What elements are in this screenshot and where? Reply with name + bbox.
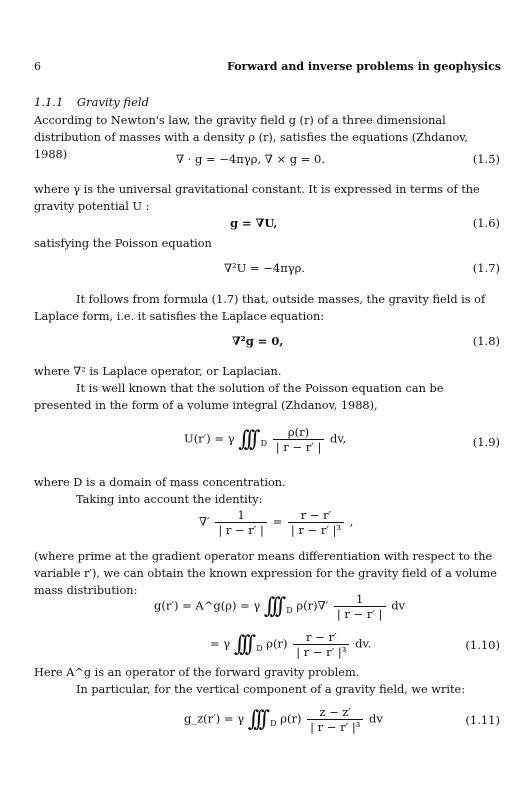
- equation-body: ∇′ $\frac{1}{| r - r' |}$ = $\frac{r - r'}{\text{| r − r′ |³}}$ ,: [199, 508, 354, 537]
- fraction: $\frac{\rho(r)}{| r - r' |}$: [273, 425, 325, 454]
- equation-body: ∇ · g = −4πγρ, ∇ × g = 0.: [176, 152, 326, 166]
- paragraph: It follows from formula (1.7) that, outside masses, the gravity field is of Laplace form, i.e. it satisfies the Laplace equation:: [34, 293, 486, 323]
- equation-1-9: [34, 425, 500, 465]
- equation-1-10-line1: [34, 592, 500, 628]
- equation-body: ∇²g = 0,: [232, 334, 284, 348]
- paragraph: According to Newton's law, the gravity field g (r) of a three dimensional distribution of masses with a density ρ (r), satisfies the equations (Zhdanov, 1988): [34, 114, 468, 161]
- equation-number: (1.8): [472, 334, 500, 348]
- equation-number: (1.9): [472, 435, 500, 449]
- equation-body: g_z(r′) = γ ∫∫∫ $_D$ ρ(r) $\frac{z - z'}{\text{| r − r′ |³}}$ dv: [184, 705, 383, 734]
- equation-body: = γ ∫∫∫ $_D$ ρ(r) $\frac{r - r'}{\text{| r − r′ |³}}$ dv.: [210, 630, 372, 659]
- paragraph: where ∇² is Laplace operator, or Laplacian.: [34, 365, 282, 378]
- paragraph: where γ is the universal gravitational constant. It is expressed in terms of the gravity potential U :: [34, 183, 480, 213]
- triple-integral-sign: ∫∫∫: [238, 427, 255, 452]
- equation-body: g = ∇U,: [230, 216, 278, 230]
- equation-1-5: [34, 152, 500, 172]
- paragraph: Taking into account the identity:: [76, 493, 263, 506]
- section-heading: [34, 95, 149, 109]
- paragraph: (where prime at the gradient operator means differentiation with respect to the variable r′), we can obtain the known expression for the gravity field of a volume mass distribution:: [34, 550, 497, 597]
- equation-number: (1.7): [472, 261, 500, 275]
- paragraph: In particular, for the vertical component of a gravity field, we write:: [76, 683, 466, 696]
- equation-body: g(r′) = A^g(ρ) = γ ∫∫∫ $_D$ ρ(r)∇′ $\frac{1}{| r - r' |}$ dv: [154, 592, 406, 621]
- paragraph: It is well known that the solution of the Poisson equation can be presented in the form of a volume integral (Zhdanov, 1988),: [34, 382, 444, 412]
- page-number: 6: [34, 60, 41, 73]
- paragraph: satisfying the Poisson equation: [34, 237, 212, 250]
- equation-number: (1.11): [465, 713, 500, 727]
- equation-number: (1.10): [465, 638, 500, 652]
- equation-1-7: [34, 261, 500, 281]
- paragraph: where D is a domain of mass concentration.: [34, 476, 286, 489]
- equation-1-11: [34, 705, 500, 743]
- paragraph: Here A^g is an operator of the forward gravity problem.: [34, 666, 360, 679]
- equation-body: ∇²U = −4πγρ.: [224, 261, 306, 275]
- equation-1-8: [34, 334, 500, 354]
- equation-number: (1.5): [472, 152, 500, 166]
- section-number: 1.1.1: [34, 95, 64, 109]
- equation-number: (1.6): [472, 216, 500, 230]
- equation-1-10-line2: [34, 630, 500, 666]
- equation-body: U(r′) = γ ∫∫∫ $_D$ $\frac{\rho(r)}{| r - r' |}$ dv,: [184, 425, 347, 454]
- section-title: Gravity field: [76, 95, 149, 109]
- identity-equation: [34, 508, 500, 544]
- equation-1-6: [34, 216, 500, 236]
- running-title: Forward and inverse problems in geophysics: [226, 60, 501, 73]
